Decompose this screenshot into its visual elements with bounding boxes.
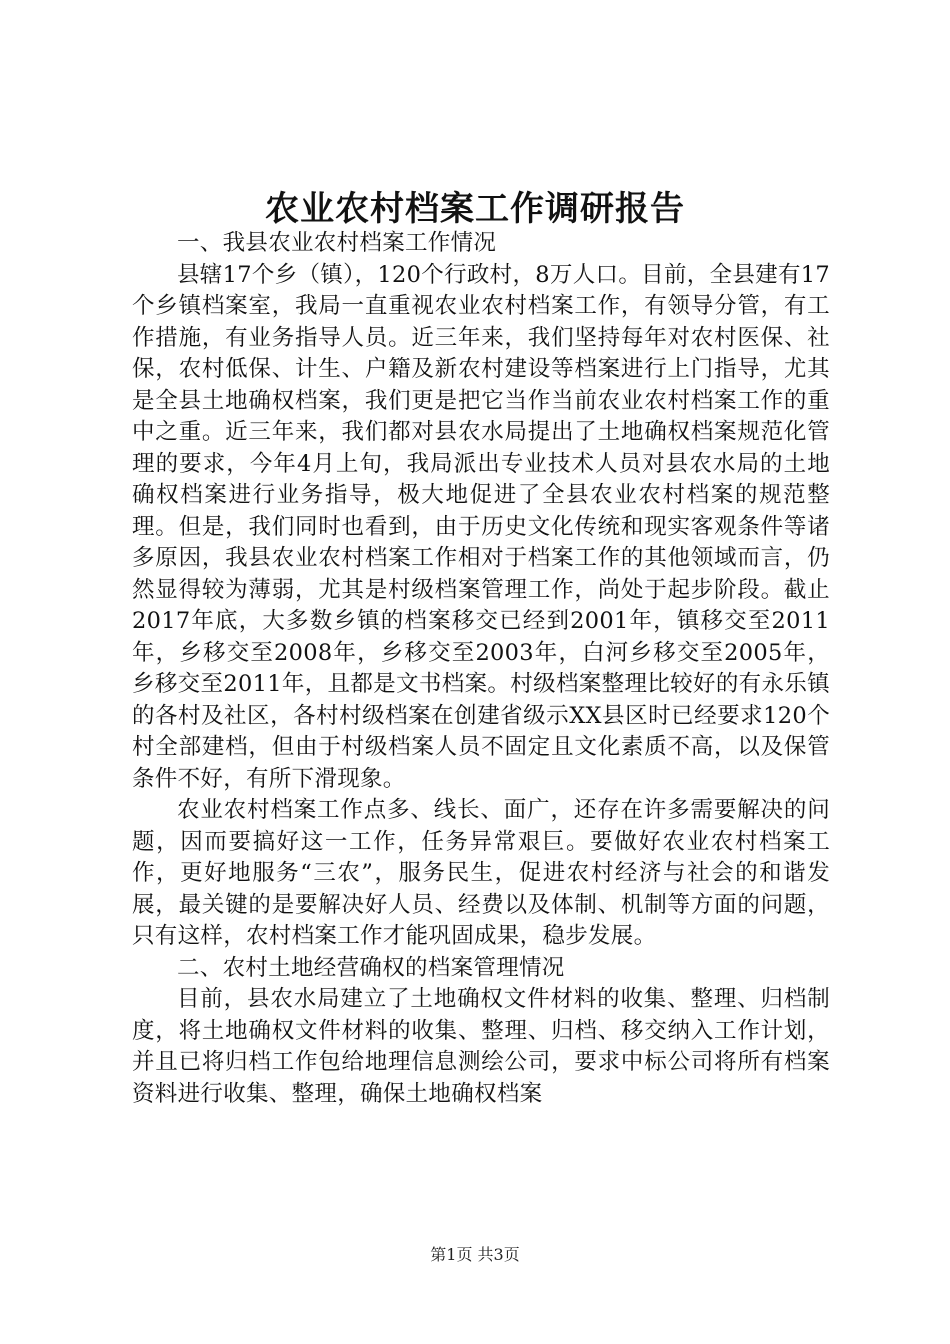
document-body [132, 228, 830, 1110]
section-heading-2: 二、农村土地经营确权的档案管理情况 [177, 954, 565, 981]
document-title: 农业农村档案工作调研报告 [265, 189, 685, 229]
body-paragraph: 农业农村档案工作点多、线长、面广，还存在许多需要解决的问题，因而要搞好这一工作，任务异常艰巨。要做好农业农村档案工作，更好地服务“三农”，服务民生，促进农村经济与社会的和谐发展，最关键的是要解决好人员、经费以及体制、机制等方面的问题，只有这样，农村档案工作才能巩固成果，稳步发展。 [132, 797, 830, 949]
body-paragraph: 县辖17个乡（镇），120个行政村，8万人口。目前，全县建有17个乡镇档案室，我局一直重视农业农村档案工作，有领导分管，有工作措施，有业务指导人员。近三年来，我们坚持每年对农村医保、社保，农村低保、计生、户籍及新农村建设等档案进行上门指导，尤其是全县土地确权档案，我们更是把它当作当前农业农村档案工作的重中之重。近三年来，我们都对县农水局提出了土地确权档案规范化管理的要求，今年4月上旬，我局派出专业技术人员对县农水局的土地确权档案进行业务指导，极大地促进了全县农业农村档案的规范整理。但是，我们同时也看到，由于历史文化传统和现实客观条件等诸多原因，我县农业农村档案工作相对于档案工作的其他领域而言，仍然显得较为薄弱，尤其是村级档案管理工作，尚处于起步阶段。截止2017年底，大多数乡镇的档案移交已经到2001年，镇移交至2011年，乡移交至2008年，乡移交至2003年，白河乡移交至2005年，乡移交至2011年，且都是文书档案。村级档案整理比较好的有永乐镇的各村及社区，各村村级档案在创建省级示XX县区时已经要求120个村全部建档，但由于村级档案人员不固定且文化素质不高，以及保管条件不好，有所下滑现象。 [132, 261, 830, 792]
section-heading-1: 一、我县农业农村档案工作情况 [177, 230, 497, 256]
body-paragraph: 目前，县农水局建立了土地确权文件材料的收集、整理、归档制度，将土地确权文件材料的收集、整理、归档、移交纳入工作计划，并且已将归档工作包给地理信息测绘公司，要求中标公司将所有档案资料进行收集、整理，确保土地确权档案 [132, 986, 830, 1107]
page-footer: 第1页 共3页 [430, 1245, 520, 1264]
